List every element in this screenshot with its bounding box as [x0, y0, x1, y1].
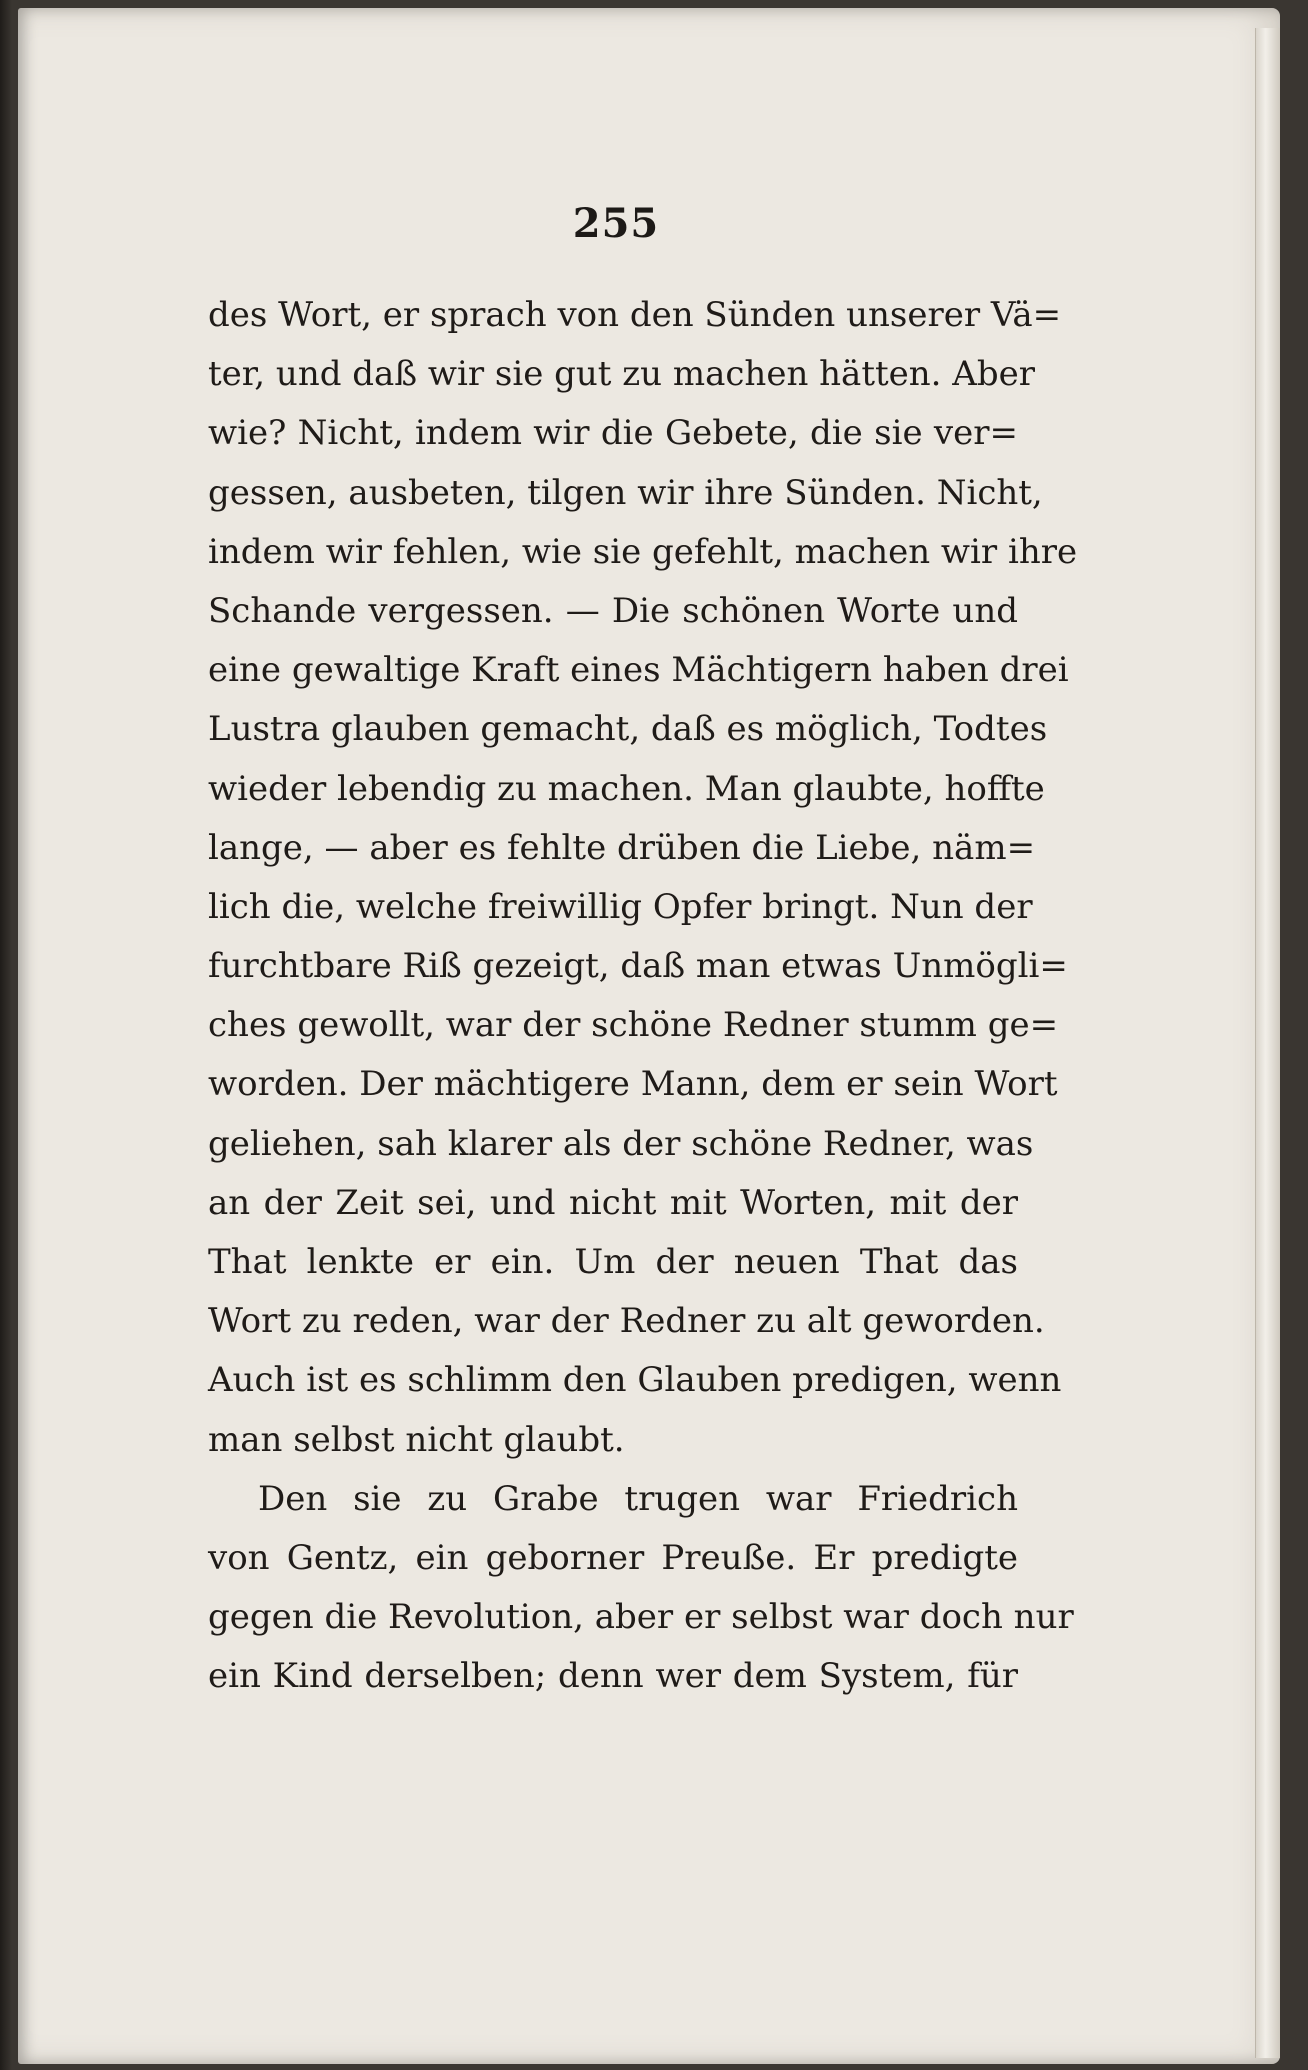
text-line: von Gentz, ein geborner Preuße. Er predigte — [208, 1537, 1018, 1578]
text-line: furchtbare Riß gezeigt, daß man etwas Unmögli= — [208, 946, 1068, 987]
text-line: ein Kind derselben; denn wer dem System, für — [208, 1656, 1018, 1697]
text-line: gegen die Revolution, aber er selbst war doch nur — [208, 1597, 1074, 1638]
text-line: Auch ist es schlimm den Glauben predigen, wenn — [208, 1360, 1062, 1401]
text-line: indem wir fehlen, wie sie gefehlt, machen wir ihre — [208, 531, 1078, 572]
text-line: man selbst nicht glaubt. — [208, 1419, 625, 1460]
text-line: wie? Nicht, indem wir die Gebete, die sie ver= — [208, 413, 1018, 454]
text-line: wieder lebendig zu machen. Man glaubte, hoffte — [208, 768, 1045, 809]
body-text — [208, 286, 1078, 1707]
book-binding — [0, 0, 12, 2070]
text-line: Wort zu reden, war der Redner zu alt geworden. — [208, 1301, 1045, 1342]
text-line: Den sie zu Grabe trugen war Friedrich — [258, 1478, 1018, 1519]
text-line: des Wort, er sprach von den Sünden unserer Vä= — [208, 295, 1062, 335]
text-line: gessen, ausbeten, tilgen wir ihre Sünden. Nicht, — [208, 472, 1043, 513]
text-line: worden. Der mächtigere Mann, dem er sein Wort — [208, 1064, 1058, 1105]
page-number: 255 — [572, 200, 660, 247]
text-line: geliehen, sah klarer als der schöne Redner, was — [208, 1123, 1034, 1164]
page-sheet — [18, 8, 1280, 2064]
text-line: an der Zeit sei, und nicht mit Worten, mit der — [208, 1182, 1018, 1223]
text-line: lange, — aber es fehlte drüben die Liebe, näm= — [208, 827, 1036, 868]
text-line: That lenkte er ein. Um der neuen That das — [208, 1242, 1018, 1282]
text-line: lich die, welche freiwillig Opfer bringt. Nun der — [208, 886, 1033, 927]
text-line: Schande vergessen. — Die schönen Worte und — [208, 590, 1018, 631]
text-line: Lustra glauben gemacht, daß es möglich, Todtes — [208, 709, 1048, 750]
text-line: ter, und daß wir sie gut zu machen hätten. Aber — [208, 354, 1035, 395]
page-edge — [1255, 28, 1280, 2058]
text-line: eine gewaltige Kraft eines Mächtigern haben drei — [208, 650, 1069, 691]
text-line: ches gewollt, war der schöne Redner stumm ge= — [208, 1005, 1059, 1046]
